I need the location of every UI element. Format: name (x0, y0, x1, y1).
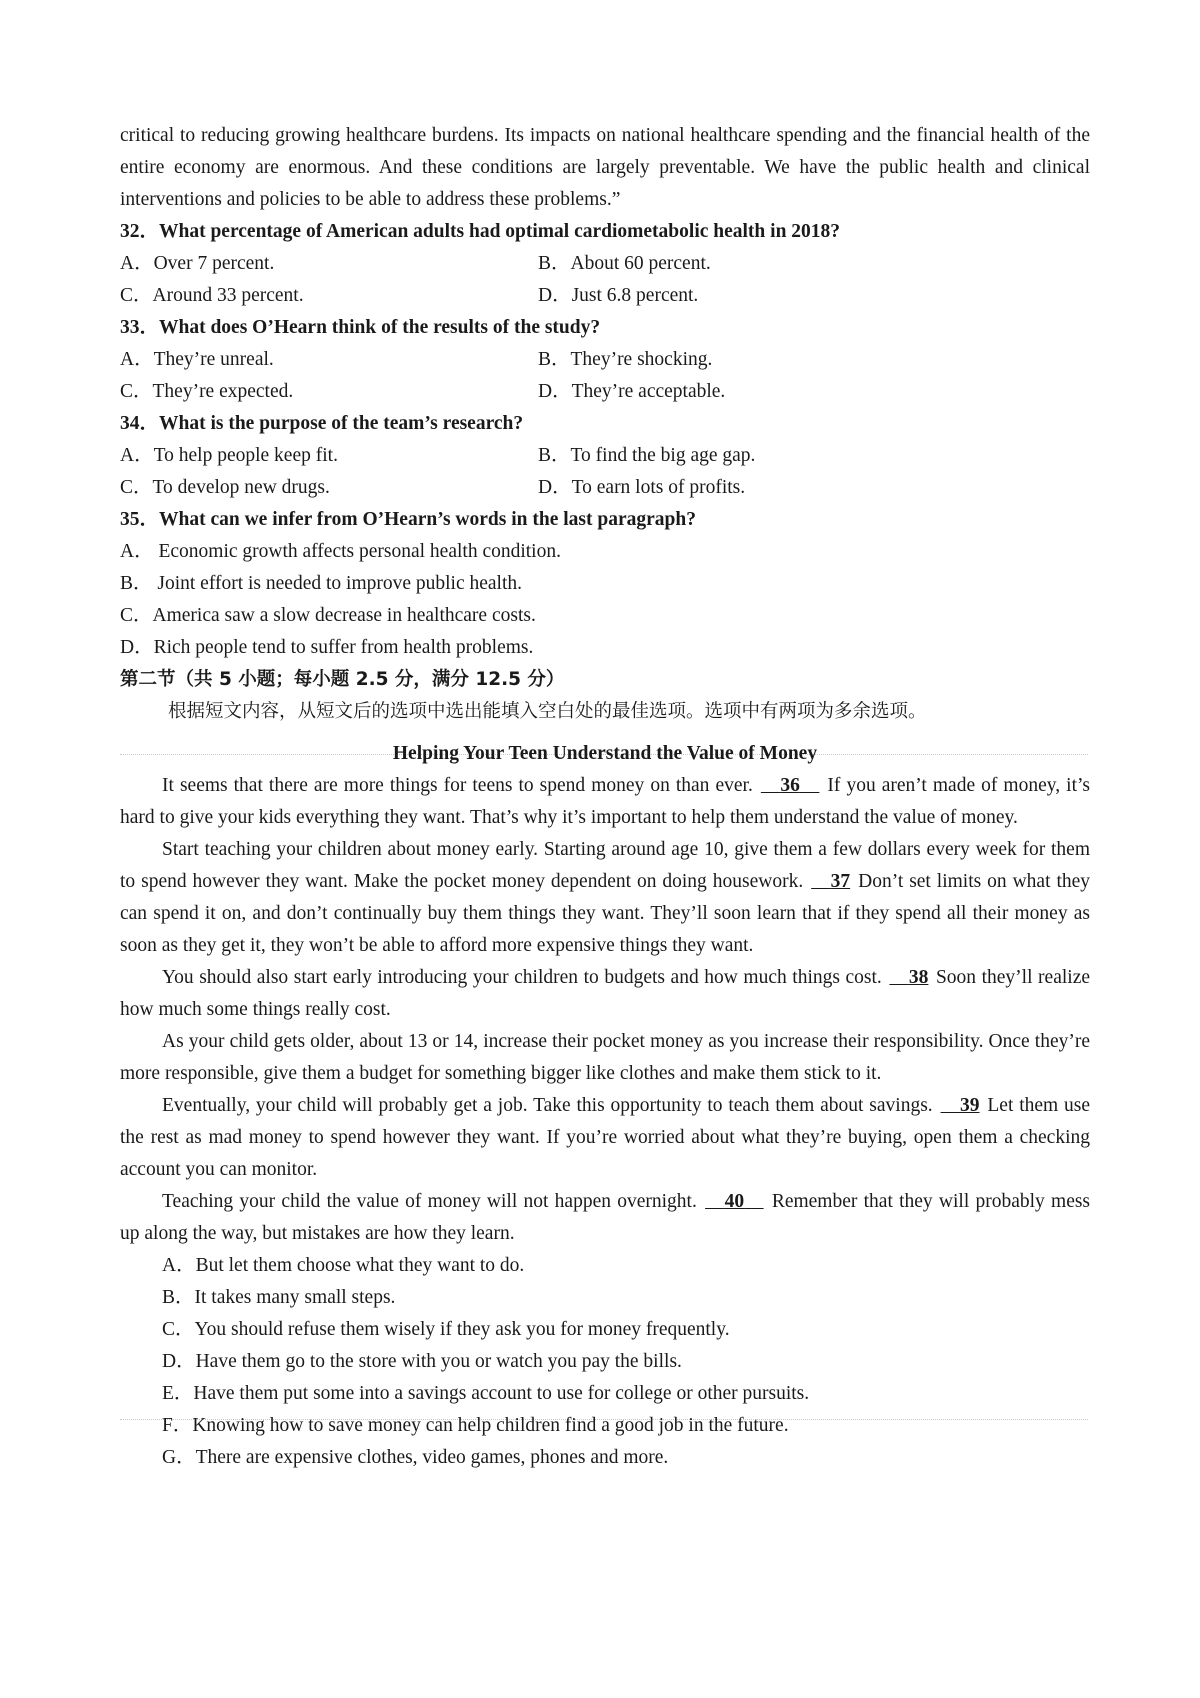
option-b[interactable]: B．About 60 percent. (538, 253, 711, 274)
intro-paragraph: critical to reducing growing healthcare burdens. Its impacts on national healthcare spending and the financial health of the entire economy are enormous. And these conditions are largely preventable. We have the public health and clinical interventions and policies to be able to address these problems.” (120, 125, 1090, 210)
choice-f[interactable]: F．Knowing how to save money can help children find a good job in the future. (162, 1415, 789, 1436)
option-d[interactable]: D．Rich people tend to suffer from health problems. (120, 637, 534, 658)
choice-a[interactable]: A．But let them choose what they want to do. (162, 1255, 525, 1276)
answer-choices (120, 1250, 1090, 1474)
blank-36[interactable] (759, 770, 822, 802)
blank-number: 39 (960, 1095, 980, 1116)
section-instruction: 根据短文内容，从短文后的选项中选出能填入空白处的最佳选项。选项中有两项为多余选项。 (168, 701, 927, 722)
option-c[interactable]: C．America saw a slow decrease in healthcare costs. (120, 605, 536, 626)
choice-b[interactable]: B．It takes many small steps. (162, 1287, 396, 1308)
paragraph-text: Eventually, your child will probably get a job. Take this opportunity to teach them about savings. (162, 1095, 933, 1116)
choice-d[interactable]: D．Have them go to the store with you or watch you pay the bills. (162, 1351, 682, 1372)
option-b[interactable]: B．They’re shocking. (538, 349, 713, 370)
option-c[interactable]: C．To develop new drugs. (120, 477, 330, 498)
option-c[interactable]: C．They’re expected. (120, 381, 294, 402)
question-33 (120, 312, 1090, 408)
passage-title: Helping Your Teen Understand the Value of Money (392, 743, 818, 764)
paragraph-text: You should also start early introducing your children to budgets and how much things cost. (162, 967, 882, 988)
passage-paragraph-3 (120, 962, 1090, 1026)
paragraph-text: It seems that there are more things for teens to spend money on than ever. (162, 775, 753, 796)
blank-number: 40 (724, 1191, 745, 1212)
question-34 (120, 408, 1090, 504)
question-stem: 35．What can we infer from O’Hearn’s words in the last paragraph? (120, 509, 696, 530)
option-a[interactable]: A．To help people keep fit. (120, 445, 338, 466)
option-d[interactable]: D．To earn lots of profits. (538, 477, 746, 498)
option-row (120, 440, 1090, 472)
option-d[interactable]: D．They’re acceptable. (538, 381, 726, 402)
choice-g[interactable]: G．There are expensive clothes, video games, phones and more. (162, 1447, 669, 1468)
option-row (120, 248, 1090, 280)
blank-40[interactable] (703, 1186, 766, 1218)
paragraph-text: Teaching your child the value of money will not happen overnight. (162, 1191, 697, 1212)
passage-paragraph-1 (120, 770, 1090, 834)
question-32 (120, 216, 1090, 312)
question-stem: 34．What is the purpose of the team’s research? (120, 413, 524, 434)
paragraph-text: If you aren’t made of money, it’s hard to give your kids everything they want. That’s why it’s important to help them understand the value of money. (120, 775, 1090, 828)
choice-e[interactable]: E．Have them put some into a savings account to use for college or other pursuits. (162, 1383, 810, 1404)
option-b[interactable]: B． Joint effort is needed to improve public health. (120, 573, 523, 594)
passage-paragraph-4: As your child gets older, about 13 or 14, increase their pocket money as you increase their responsibility. Once they’re more responsible, give them a budget for something bigger like clothes and make them stick to it. (120, 1031, 1090, 1084)
choice-c[interactable]: C．You should refuse them wisely if they ask you for money frequently. (162, 1319, 730, 1340)
option-b[interactable]: B．To find the big age gap. (538, 445, 756, 466)
blank-number: 37 (830, 871, 851, 892)
paragraph-text: Don’t set limits on what they can spend it on, and don’t continually buy them things they want. They’ll soon learn that if they spend all their money as soon as they get it, they won’t be able to afford more expensive things they want. (120, 871, 1091, 956)
option-row (120, 376, 1090, 408)
option-a[interactable]: A．They’re unreal. (120, 349, 274, 370)
passage-paragraph-5 (120, 1090, 1090, 1186)
option-row (120, 472, 1090, 504)
question-stem: 33．What does O’Hearn think of the results of the study? (120, 317, 601, 338)
paragraph-text: Let them use the rest as mad money to spend however they want. If you’re worried about what they’re buying, open them a checking account you can monitor. (120, 1095, 1091, 1180)
option-row (120, 280, 1090, 312)
exam-page (120, 120, 1090, 1474)
blank-number: 38 (908, 967, 929, 988)
option-a[interactable]: A． Economic growth affects personal health condition. (120, 541, 561, 562)
paragraph-text: Start teaching your children about money early. Starting around age 10, give them a few dollars every week for them to spend however they want. Make the pocket money dependent on doing housework. (120, 839, 1090, 892)
passage-paragraph-6 (120, 1186, 1090, 1250)
blank-39[interactable] (939, 1090, 982, 1122)
blank-38[interactable] (887, 962, 930, 994)
paragraph-text: Remember that they will probably mess up along the way, but mistakes are how they learn. (120, 1191, 1091, 1244)
option-a[interactable]: A．Over 7 percent. (120, 253, 275, 274)
blank-number: 36 (780, 775, 800, 796)
option-row (120, 344, 1090, 376)
option-c[interactable]: C．Around 33 percent. (120, 285, 304, 306)
option-d[interactable]: D．Just 6.8 percent. (538, 285, 699, 306)
blank-37[interactable] (809, 866, 852, 898)
paragraph-text: Soon they’ll realize how much some things really cost. (120, 967, 1091, 1020)
question-35 (120, 504, 1090, 664)
section-heading: 第二节（共 5 小题；每小题 2.5 分，满分 12.5 分） (120, 669, 565, 690)
question-stem: 32．What percentage of American adults had optimal cardiometabolic health in 2018? (120, 221, 841, 242)
passage-paragraph-2 (120, 834, 1090, 962)
